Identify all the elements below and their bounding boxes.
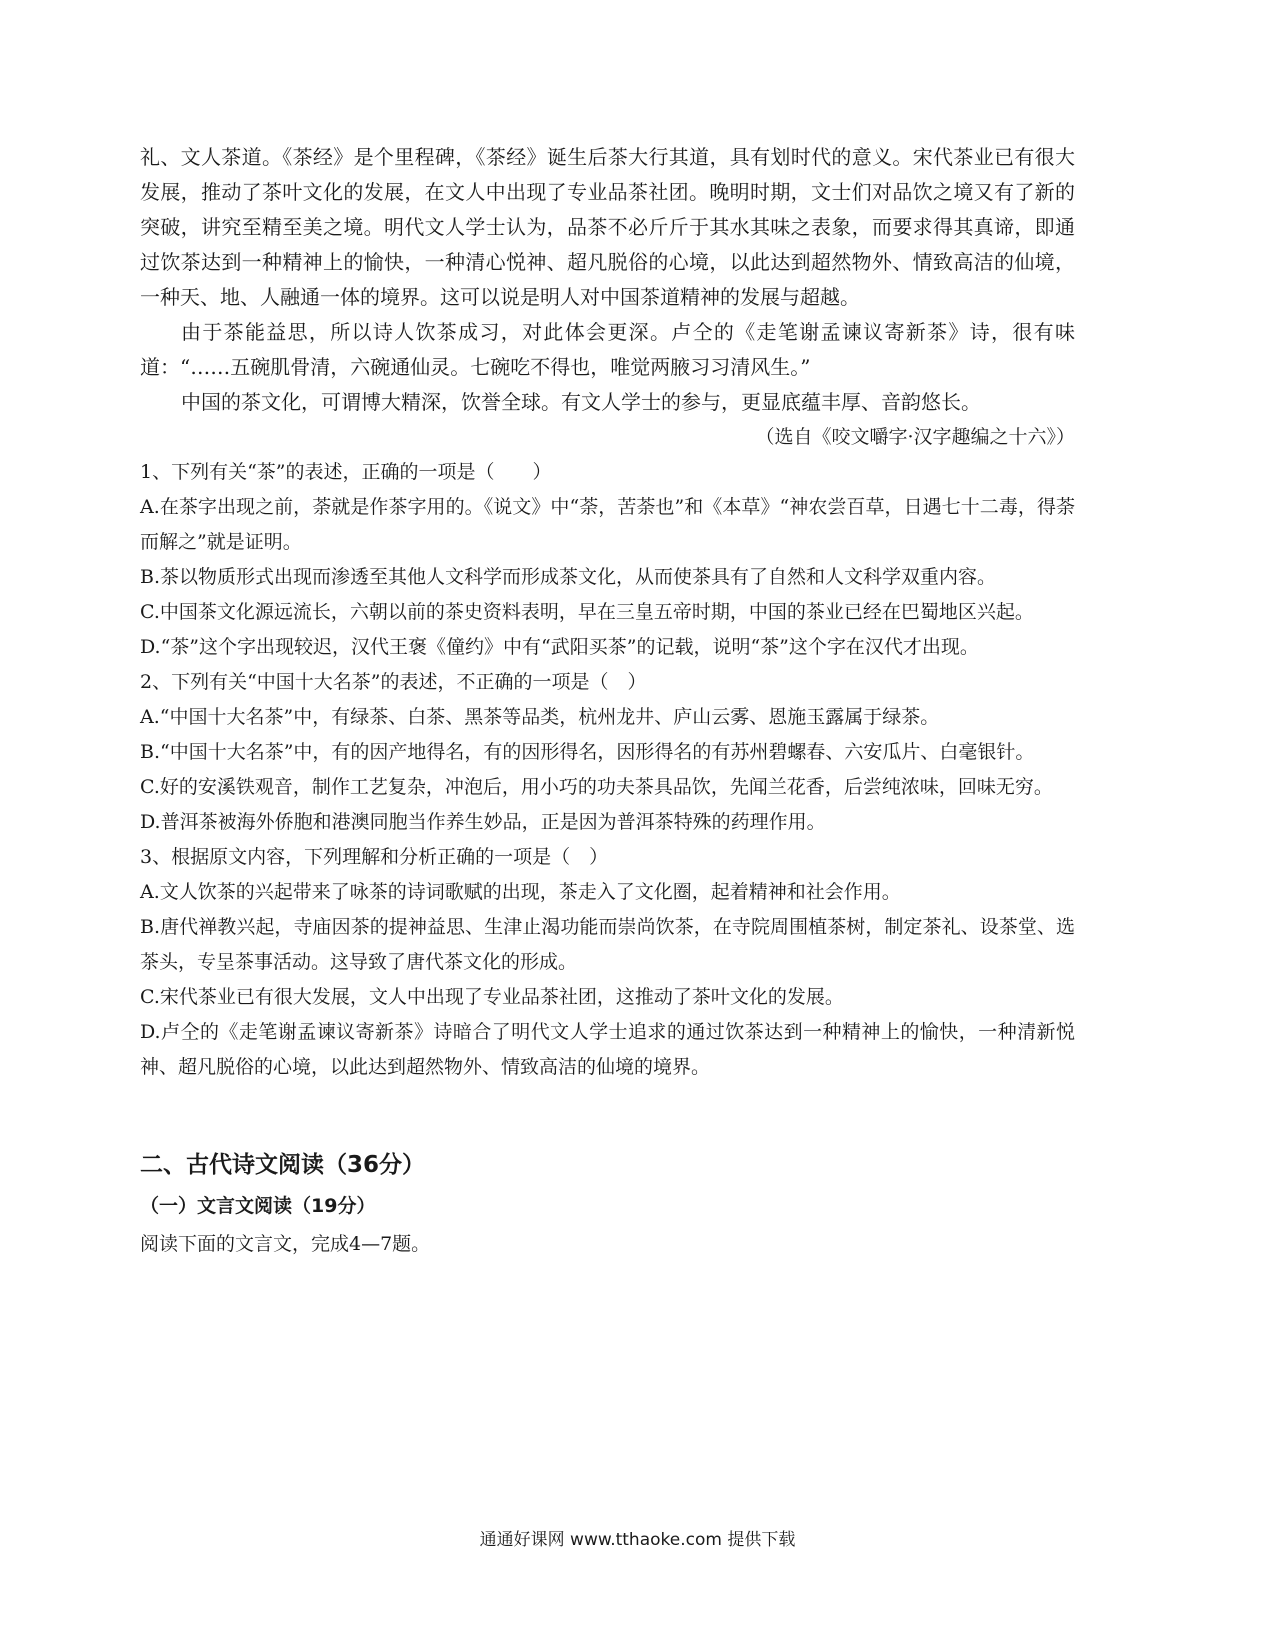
question-3 [140,840,1075,1085]
question-option-d: D.“茶”这个字出现较迟，汉代王褒《僮约》中有“武阳买茶”的记载，说明“茶”这个字在汉代才出现。 [140,636,979,658]
question-option-b: B.茶以物质形式出现而渗透至其他人文科学而形成茶文化，从而使茶具有了自然和人文科学双重内容。 [140,566,997,588]
question-option-b: B.唐代禅教兴起，寺庙因茶的提神益思、生津止渴功能而崇尚饮茶，在寺院周围植茶树，制定茶礼、设茶堂、选茶头，专呈茶事活动。这导致了唐代茶文化的形成。 [140,916,1075,973]
question-option-a: A.“中国十大名茶”中，有绿茶、白茶、黑茶等品类，杭州龙井、庐山云雾、恩施玉露属于绿茶。 [140,706,940,728]
question-2 [140,665,1075,840]
passage-paragraph-2: 由于茶能益思，所以诗人饮茶成习，对此体会更深。卢仝的《走笔谢孟谏议寄新茶》诗，很有味道：“……五碗肌骨清，六碗通仙灵。七碗吃不得也，唯觉两腋习习清风生。” [140,320,1075,379]
question-stem: 2、下列有关“中国十大名茶”的表述，不正确的一项是（ ） [140,671,647,693]
passage-source: （选自《咬文嚼字·汉字趣编之十六》） [755,426,1075,448]
page-footer: 通通好课网 www.tthaoke.com 提供下载 [479,1530,796,1550]
passage-paragraph-1: 礼、文人茶道。《茶经》是个里程碑，《茶经》诞生后茶大行其道，具有划时代的意义。宋代茶业已有很大发展，推动了茶叶文化的发展，在文人中出现了专业品茶社团。晚明时期，文士们对品饮之境又有了新的突破，讲究至精至美之境。明代文人学士认为，品茶不必斤斤于其水其味之表象，而要求得其真谛，即通过饮茶达到一种精神上的愉快，一种清心悦神、超凡脱俗的心境，以此达到超然物外、情致高洁的仙境，一种天、地、人融通一体的境界。这可以说是明人对中国茶道精神的发展与超越。 [140,145,1075,309]
document-page [140,140,1075,1263]
question-option-a: A.在茶字出现之前，荼就是作茶字用的。《说文》中“荼，苦荼也”和《本草》“神农尝百草，日遇七十二毒，得荼而解之”就是证明。 [140,496,1075,553]
question-option-d: D.卢仝的《走笔谢孟谏议寄新茶》诗暗合了明代文人学士追求的通过饮茶达到一种精神上的愉快，一种清新悦神、超凡脱俗的心境，以此达到超然物外、情致高洁的仙境的境界。 [140,1021,1075,1078]
question-option-c: C.宋代茶业已有很大发展，文人中出现了专业品茶社团，这推动了茶叶文化的发展。 [140,986,844,1008]
subsection-heading: （一）文言文阅读（19分） [140,1195,376,1217]
question-option-c: C.好的安溪铁观音，制作工艺复杂，冲泡后，用小巧的功夫茶具品饮，先闻兰花香，后尝纯浓味，回味无穷。 [140,776,1053,798]
question-stem: 1、下列有关“茶”的表述，正确的一项是（ ） [140,461,552,483]
question-option-c: C.中国茶文化源远流长，六朝以前的茶史资料表明，早在三皇五帝时期，中国的茶业已经在巴蜀地区兴起。 [140,601,1034,623]
question-option-b: B.“中国十大名茶”中，有的因产地得名，有的因形得名，因形得名的有苏州碧螺春、六安瓜片、白毫银针。 [140,741,1035,763]
question-option-d: D.普洱茶被海外侨胞和港澳同胞当作养生妙品，正是因为普洱茶特殊的药理作用。 [140,811,826,833]
question-option-a: A.文人饮茶的兴起带来了咏茶的诗词歌赋的出现，茶走入了文化圈，起着精神和社会作用。 [140,881,901,903]
question-1 [140,455,1075,665]
section-heading: 二、古代诗文阅读（36分） [140,1152,426,1178]
question-stem: 3、根据原文内容，下列理解和分析正确的一项是（ ） [140,846,609,868]
reading-instruction: 阅读下面的文言文，完成4—7题。 [140,1233,431,1255]
passage-paragraph-3: 中国的茶文化，可谓博大精深，饮誉全球。有文人学士的参与，更显底蕴丰厚、音韵悠长。 [181,390,981,414]
